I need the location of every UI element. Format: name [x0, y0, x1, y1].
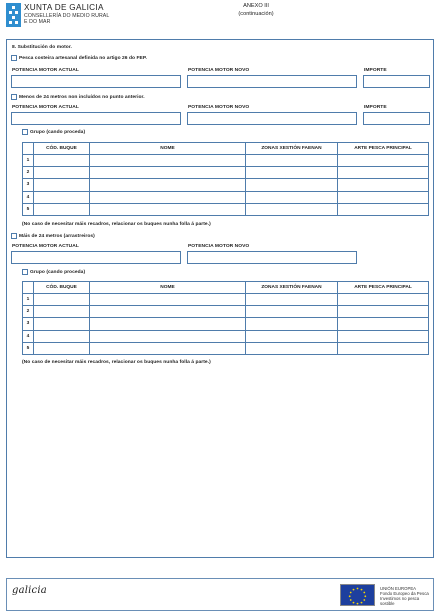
cell-nome[interactable]: [90, 155, 246, 167]
label-potencia-actual-1: POTENCIA MOTOR ACTUAL: [12, 68, 79, 73]
eu-flag-icon: [340, 584, 375, 606]
field-potencia-actual-2[interactable]: [11, 112, 181, 125]
table-header-row: [23, 143, 429, 155]
logo-title: XUNTA DE GALICIA: [24, 3, 104, 12]
cell-nome[interactable]: [90, 330, 246, 342]
row-number: 4: [23, 191, 34, 203]
cell-nome[interactable]: [90, 167, 246, 179]
row-number: 1: [23, 294, 34, 306]
label-potencia-actual-3: POTENCIA MOTOR ACTUAL: [12, 244, 79, 249]
header-nome: NOME: [90, 282, 246, 294]
cell-zonas[interactable]: [246, 155, 338, 167]
label-potencia-novo-1: POTENCIA MOTOR NOVO: [188, 68, 250, 73]
cell-zonas[interactable]: [246, 203, 338, 215]
field-potencia-actual-1[interactable]: [11, 75, 181, 88]
header-zonas: ZONAS XESTIÓN FAENAN: [246, 282, 338, 294]
table-header-row: [23, 282, 429, 294]
field-importe-2[interactable]: [363, 112, 430, 125]
checkbox-grupo-1[interactable]: [22, 129, 28, 135]
header-nome: NOME: [90, 143, 246, 155]
table-row: [23, 330, 429, 342]
cell-cod-buque[interactable]: [34, 179, 90, 191]
vessel-table-2: [22, 281, 429, 355]
table-row: [23, 318, 429, 330]
table-row: [23, 179, 429, 191]
table-row: [23, 203, 429, 215]
logo-subtitle: CONSELLERÍA DO MEDIO RURAL E DO MAR: [24, 13, 110, 26]
header-zonas: ZONAS XESTIÓN FAENAN: [246, 143, 338, 155]
table-row: [23, 306, 429, 318]
header-cod-buque: CÓD. BUQUE: [34, 143, 90, 155]
cell-cod-buque[interactable]: [34, 342, 90, 354]
field-potencia-actual-3[interactable]: [11, 251, 181, 264]
header-number: [23, 282, 34, 294]
table-note-2: (No caso de necesitar máis recadros, relacionar os buques nunha folla á parte.): [22, 360, 211, 365]
cell-arte-pesca[interactable]: [338, 330, 429, 342]
page-header: [6, 3, 434, 33]
row-number: 1: [23, 155, 34, 167]
label-importe-2: IMPORTE: [364, 105, 387, 110]
option-pesca-costeira-label: Pesca costeira artesanal definida no artigo 26 do FEP.: [19, 56, 147, 61]
cell-cod-buque[interactable]: [34, 294, 90, 306]
label-potencia-actual-2: POTENCIA MOTOR ACTUAL: [12, 105, 79, 110]
checkbox-pesca-costeira[interactable]: [11, 55, 17, 61]
table-row: [23, 294, 429, 306]
cell-zonas[interactable]: [246, 306, 338, 318]
cell-arte-pesca[interactable]: [338, 167, 429, 179]
label-potencia-novo-3: POTENCIA MOTOR NOVO: [188, 244, 250, 249]
eu-funding-text: UNIÓN EUROPEA Fondo Europeo da Pesca Investimos no pesca sostible: [380, 586, 429, 606]
header-arte-pesca: ARTE PESCA PRINCIPAL: [338, 143, 429, 155]
annex-heading: ANEXO III (continuación): [238, 3, 274, 17]
option-mais-24-label: Máis de 24 metros (arrastreiros): [19, 234, 95, 239]
cell-arte-pesca[interactable]: [338, 306, 429, 318]
cell-arte-pesca[interactable]: [338, 342, 429, 354]
cell-cod-buque[interactable]: [34, 306, 90, 318]
table-row: [23, 155, 429, 167]
cell-cod-buque[interactable]: [34, 167, 90, 179]
cell-arte-pesca[interactable]: [338, 318, 429, 330]
cell-nome[interactable]: [90, 294, 246, 306]
row-number: 4: [23, 330, 34, 342]
cell-nome[interactable]: [90, 191, 246, 203]
cell-cod-buque[interactable]: [34, 155, 90, 167]
table-row: [23, 342, 429, 354]
form-frame: [6, 39, 434, 558]
row-number: 2: [23, 167, 34, 179]
cell-arte-pesca[interactable]: [338, 203, 429, 215]
cell-zonas[interactable]: [246, 342, 338, 354]
cell-nome[interactable]: [90, 179, 246, 191]
field-potencia-novo-2[interactable]: [187, 112, 357, 125]
page-footer: [6, 578, 434, 611]
cell-nome[interactable]: [90, 342, 246, 354]
field-potencia-novo-1[interactable]: [187, 75, 357, 88]
cell-arte-pesca[interactable]: [338, 191, 429, 203]
label-importe-1: IMPORTE: [364, 68, 387, 73]
cell-nome[interactable]: [90, 203, 246, 215]
cell-nome[interactable]: [90, 306, 246, 318]
field-importe-1[interactable]: [363, 75, 430, 88]
section-title: 8. Substitución do motor.: [12, 45, 72, 50]
row-number: 2: [23, 306, 34, 318]
row-number: 5: [23, 342, 34, 354]
cell-arte-pesca[interactable]: [338, 294, 429, 306]
cell-arte-pesca[interactable]: [338, 155, 429, 167]
row-number: 3: [23, 318, 34, 330]
group-label-2: Grupo (cando proceda): [30, 270, 86, 275]
checkbox-menos-24[interactable]: [11, 94, 17, 100]
cell-zonas[interactable]: [246, 167, 338, 179]
header-cod-buque: CÓD. BUQUE: [34, 282, 90, 294]
cell-cod-buque[interactable]: [34, 203, 90, 215]
table-row: [23, 167, 429, 179]
cell-nome[interactable]: [90, 318, 246, 330]
checkbox-mais-24[interactable]: [11, 233, 17, 239]
galicia-brand-logo: galicia: [12, 585, 47, 596]
galicia-crest-icon: [6, 3, 21, 27]
cell-zonas[interactable]: [246, 191, 338, 203]
label-potencia-novo-2: POTENCIA MOTOR NOVO: [188, 105, 250, 110]
cell-arte-pesca[interactable]: [338, 179, 429, 191]
cell-zonas[interactable]: [246, 318, 338, 330]
group-label-1: Grupo (cando proceda): [30, 130, 86, 135]
vessel-table-1: [22, 142, 429, 216]
option-menos-24-label: Menos de 24 metros non incluídos no punto anterior.: [19, 95, 145, 100]
cell-cod-buque[interactable]: [34, 191, 90, 203]
table-note-1: (No caso de necesitar máis recadros, relacionar os buques nunha folla á parte.): [22, 222, 211, 227]
cell-zonas[interactable]: [246, 294, 338, 306]
cell-cod-buque[interactable]: [34, 330, 90, 342]
cell-cod-buque[interactable]: [34, 318, 90, 330]
row-number: 3: [23, 179, 34, 191]
table-row: [23, 191, 429, 203]
field-potencia-novo-3[interactable]: [187, 251, 357, 264]
checkbox-grupo-2[interactable]: [22, 269, 28, 275]
header-arte-pesca: ARTE PESCA PRINCIPAL: [338, 282, 429, 294]
cell-zonas[interactable]: [246, 330, 338, 342]
cell-zonas[interactable]: [246, 179, 338, 191]
row-number: 5: [23, 203, 34, 215]
header-number: [23, 143, 34, 155]
